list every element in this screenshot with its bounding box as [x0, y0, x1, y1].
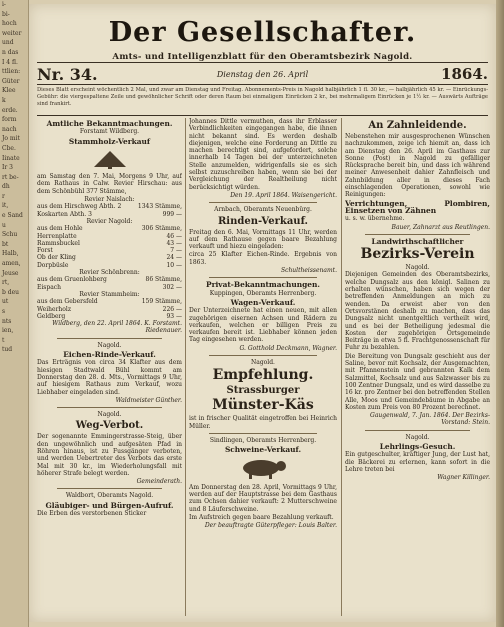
place-line: Kuppingen, Oberamts Herrenberg.: [209, 289, 317, 297]
district-line: Revier Naislach:: [84, 196, 135, 204]
column-divider: [185, 118, 186, 616]
timber-count: 86 Stämme,: [145, 276, 182, 284]
notice-text: Freitag den 6. Mai, Vormittags 11 Uhr, werden auf dem Rathause gegen baare Bezahlung verkauft und hiezu eingeladen:: [189, 228, 337, 251]
pig-icon: [189, 456, 337, 482]
column-2: [189, 118, 337, 616]
binding-text-line: ttlien:: [2, 68, 21, 76]
place-line: Nagold.: [405, 433, 430, 441]
district-line: Revier Nagold:: [86, 217, 133, 225]
binding-text-line: s: [2, 308, 6, 315]
separator: [365, 430, 470, 431]
notice-heading: Eichen-Rinde-Verkauf.: [63, 350, 156, 360]
timber-row: [37, 254, 182, 261]
notice-text: ist in frischer Qualität eingetroffen bei Heinrich Müller.: [189, 415, 337, 430]
place-line: Arnbach, Oberamts Neuenbürg.: [214, 206, 312, 214]
timber-table: [37, 276, 182, 291]
separator: [57, 488, 162, 489]
notice-heading: Weg-Verbot.: [75, 420, 144, 432]
signature: Schultheissenamt.: [280, 267, 337, 275]
binding-text-line: rt,: [2, 279, 10, 287]
binding-text-line: tud: [2, 346, 13, 354]
timber-count: 306 Stämme,: [141, 225, 182, 233]
timber-count: 226 —: [162, 305, 182, 313]
notice-text: Am Donnerstag den 28. April, Vormittags 9 Uhr, werden auf der Hauptstrasse bei dem Gasthaus zum Ochsen dahier verkauft: 2 Mutterschweine und 8 Läuferschweine.: [189, 483, 337, 513]
separator: [209, 355, 317, 356]
timber-row: [37, 313, 182, 320]
timber-count: 10 —: [166, 261, 182, 269]
timber-location: Dorpbüsle: [37, 261, 69, 269]
binding-text-line: i-: [2, 1, 6, 8]
notice-text: Die Bereitung von Dungsalz geschieht aus der Saline, bevor mit Kochsalz, der Ausgemachten, mit Pfannenstein und gebrannten Kalk dem Salzmittel, Kochsalz und aus Salzwasser bis zu 100 Zentner Dungsalz, und es wird dasselbe zu 16 kr. pro Zentner bei den betreffenden Stellen Alle, Moos und Gemeindebäume in Abgabe an Kosten zum Preis von 80 Prozent berechnet.: [345, 352, 490, 411]
timber-row: [37, 233, 182, 240]
notice-text: Ein gutgeschulter, kräftiger Jung, der Lust hat, die Bäckerei zu erlernen, kann sofort in die Lehre treten bei: [345, 451, 490, 473]
timber-location: aus dem Gebersfeld: [37, 298, 98, 306]
signature: Der beauftragte Güterpfleger: Louis Balter.: [204, 522, 337, 530]
notice-text: u. s. w. übernehme.: [345, 215, 405, 223]
timber-row: [37, 247, 182, 254]
timber-row: [37, 276, 182, 283]
binding-text-line: nach: [2, 125, 17, 133]
subscription-terms: Dieses Blatt erscheint wöchentlich 2 Mal, und zwar am Dienstag und Freitag. Abonnements-Preis in Nagold halbjährlich 1 fl. 30 kr., — halbjährlich 45 kr. — Einrückungs-Gebühr: die viergespaltene Zeile und gewöhnlicher Schrift oder deren Raum bei einmaligem Einrücken 2 kr., bei mehrmaligem Einrücken je 1½ kr. — Auswärts Aufträge sind frankirt.: [37, 87, 488, 107]
timber-location: Koskarten Abth. 3: [37, 210, 92, 218]
signature: Den 19. April 1864. Waisengericht.: [230, 191, 337, 199]
column-3: [345, 118, 490, 616]
newspaper-title: Der Gesellschafter.: [108, 17, 417, 48]
separator: [209, 433, 317, 434]
timber-location: Geldberg: [37, 312, 66, 320]
section-heading: Amtliche Bekanntmachungen.: [46, 119, 173, 128]
timber-row: [37, 225, 182, 232]
binding-text-line: dh: [2, 183, 10, 191]
issue-number: Nr. 34.: [37, 65, 98, 84]
newspaper-subtitle: Amts- und Intelligenzblatt für den Oberamtsbezirk Nagold.: [112, 52, 413, 62]
newspaper-page: [29, 4, 496, 622]
binding-text-line: Halb,: [2, 250, 19, 258]
section-heading: Privat-Bekanntmachungen.: [206, 280, 320, 290]
binding-text-line: Güter: [2, 77, 20, 85]
timber-row: [37, 306, 182, 313]
binding-text-line: und: [2, 39, 14, 47]
binding-text-line: form: [2, 116, 17, 124]
place-line: Nagold.: [251, 359, 275, 367]
notice-text: Der sogenannte Emmingerstrasse-Steig, über den ungewöhnlich und aufgesäten Pfad in Röhren hinaus, ist zu Fussgänger verboten, und werden Uebertreter des Verbots das erste Mal mit 30 kr., im Wiederholungsfall mit höherer Strafe belegt werden.: [37, 433, 182, 477]
timber-count: 43 —: [166, 239, 182, 247]
binding-text-line: amen,: [2, 260, 21, 268]
timber-count: 46 —: [166, 232, 182, 240]
timber-table: [37, 298, 182, 320]
binding-text-line: Iinate: [2, 154, 20, 162]
binding-text-line: rt be-: [2, 173, 19, 181]
separator: [209, 277, 317, 278]
binding-text-line: e Sand: [2, 212, 23, 220]
place-line: Nagold.: [97, 411, 122, 419]
notice-subheading: Strassburger: [226, 385, 300, 397]
issue-line: [37, 65, 488, 83]
binding-text-line: Jeuse: [2, 269, 19, 277]
timber-row: [37, 203, 182, 210]
binding-text-line: Jo mit: [2, 135, 20, 143]
timber-count: 159 Stämme,: [141, 298, 182, 306]
binding-text-line: n das: [2, 48, 19, 56]
signature: Gemeinderath.: [136, 478, 182, 486]
notice-text: Der Unterzeichnete hat einen neuen, mit allen zugehörigen eisernen Achsen und Rädern zu verkaufen, welchen er billigen Preis zu verkaufen bereit ist. Liebhaber können jeden Tag eingesehen werden.: [189, 307, 337, 344]
notice-heading: Schweine-Verkauf.: [224, 445, 302, 455]
notice-heading: An Zahnleidende.: [368, 120, 467, 131]
binding-text-line: b deu: [2, 288, 20, 296]
signature: G. Gotthold Deckmann, Wagner.: [239, 344, 337, 352]
notice-text: Die Erben des verstorbenen Sticker: [37, 510, 147, 518]
notice-text: Im Aufstreich gegen baare Bezahlung verkauft.: [189, 513, 334, 521]
separator: [57, 407, 162, 408]
adjacent-page-margin: [0, 0, 29, 627]
timber-count: 93 —: [166, 312, 182, 320]
binding-text-line: r: [2, 192, 5, 200]
binding-text-line: t: [2, 336, 5, 344]
place-line: Sindlingen, Oberamts Herrenberg.: [209, 436, 317, 444]
timber-table: [37, 203, 182, 218]
binding-text-line: nts: [2, 317, 12, 325]
separator: [365, 234, 470, 235]
timber-count: 7 —: [170, 247, 182, 255]
timber-row: [37, 284, 182, 291]
notice-text: am Samstag den 7. Mai, Morgens 9 Uhr, auf dem Rathaus in Calw. Revier Hirschau: aus dem Schönbühl 377 Stämme,: [37, 173, 182, 195]
column-divider: [341, 118, 342, 616]
masthead: [29, 18, 496, 62]
timber-location: aus dem Hohle: [37, 225, 83, 233]
binding-text-line: Klee: [2, 87, 16, 95]
notice-text: Verrichtungen, Plombiren, Einsetzen von Zähnen: [345, 198, 490, 215]
notice-heading: Münster-Käs: [212, 397, 314, 414]
terms-rule: [37, 115, 488, 116]
signature: Gaugenwald, 7. Jan. 1864. Der Bezirks-Vorstand: Stein.: [370, 412, 490, 427]
binding-text-line: weiter: [2, 29, 22, 37]
district-line: Revier Schönbrenn:: [79, 269, 140, 277]
binding-text-line: u: [2, 221, 6, 229]
notice-heading: Bezirks-Verein: [360, 246, 475, 263]
timber-table: [37, 225, 182, 269]
timber-location: Rammsbuckel: [37, 239, 80, 247]
place-line: Forstamt Wildberg.: [79, 128, 140, 136]
place-line: Nagold.: [405, 264, 430, 272]
top-rule: [37, 62, 488, 63]
notice-heading: Rinden-Verkauf.: [217, 215, 308, 227]
separator: [57, 338, 162, 339]
issue-date: Dienstag den 26. April: [216, 70, 309, 79]
notice-heading: Gläubiger- und Bürgen-Aufruf.: [45, 500, 174, 510]
notice-text: Nebenstehen mir ausgesprochenen Wünschen nachzukommen, zeige ich hiemit an, dass ich am Dienstag den 26. April im Gasthaus zur Sonne (Post) in Nagold zu gefälliger Rücksprache bereit bin, und dass ich während meiner Anwesenheit dahier Zahnfleisch und Zahnbildung aller in dieses Fach einschlagenden Operationen, sowohl wie Reinigungen:: [345, 133, 490, 199]
column-1: [37, 118, 182, 616]
issue-rule: [37, 84, 488, 85]
timber-count: 999 —: [162, 210, 182, 218]
binding-text-line: Schu: [2, 231, 18, 239]
timber-count: 302 —: [162, 283, 182, 291]
timber-location: Eispach: [37, 283, 62, 291]
binding-text-line: k: [2, 96, 6, 104]
timber-location: Forst: [37, 247, 53, 255]
notice-text: Das Erträgnis von circa 34 Klafter aus dem hiesigen Stadtwald Bühl kommt am Donnerstag den 28. d. Mts., Vormittags 9 Uhr, auf hiesigem Rathaus zum Verkauf, wozu Liebhaber eingeladen sind.: [37, 359, 182, 396]
binding-text-line: hoch: [2, 20, 17, 28]
separator: [209, 202, 317, 203]
binding-text-line: erde.: [2, 106, 18, 114]
binding-text-line: Ir 3: [2, 164, 13, 172]
timber-count: 24 —: [166, 254, 182, 262]
notice-text: Johannes Dittle vermuthen, dass ihr Erblasser Verbindlichkeiten eingegangen habe, die ihnen nicht bekannt sind. Es werden deshalb diejenigen, welche eine Forderung an Dittle zu machen berechtigt sind, aufgefordert, solche innerhalb 14 Tagen bei der unterzeichneten Stelle anzumelden, widrigenfalls sie es sich selbst zuzuschreiben haben, wenn sie bei der Vergleichung der Realtheilung nicht berücksichtigt würden.: [189, 118, 337, 191]
notice-text: circa 25 Klafter Eichen-Rinde. Ergebnis von 1863.: [189, 251, 337, 266]
place-line: Waldbort, Oberamts Nagold.: [65, 492, 154, 500]
signature: Bauer, Zahnarzt aus Reutlingen.: [391, 223, 490, 231]
binding-text-line: Cbe.: [2, 144, 16, 152]
binding-text-line: bi-: [2, 10, 10, 18]
notice-heading: Lehrlings-Gesuch.: [379, 441, 456, 451]
binding-text-line: ut: [2, 298, 9, 306]
timber-row: [37, 298, 182, 305]
issue-year: 1864.: [441, 65, 488, 83]
timber-row: [37, 240, 182, 247]
timber-row: [37, 211, 182, 218]
volume-edge: [496, 0, 504, 627]
timber-location: Herrenplatte: [37, 232, 77, 240]
tree-icon: [37, 147, 182, 171]
notice-text: Diejenigen Gemeinden des Oberamtsbezirks, welche Dungsalz aus den königl. Salinen zu erhalten wünschen, haben sich wegen der betreffenden Anmeldungen an mich zu wenden. Da erweist aber von den Ortsvorstänen deshalb zu machen, dass das Dungsalz nicht unentgeltlich vertheilt wird, und es bei der Betheiligung jedesmal die Kosten der zugehörigen Ortsgemeinde Beiträge in etwa 5 fl. Frachtgenossenschaft für Fuhr zu bezahlen.: [345, 271, 490, 352]
timber-row: [37, 262, 182, 269]
timber-location: Weiherholz: [37, 305, 71, 313]
signature: Waldmeister Günther.: [115, 396, 182, 404]
signature: Wagner Killinger.: [437, 474, 490, 482]
timber-location: Ob der Kling: [37, 254, 76, 262]
district-line: Revier Stammheim:: [79, 290, 140, 298]
notice-heading: Wagen-Verkauf.: [230, 297, 296, 307]
signature: Wildberg, den 22. April 1864. K. Forstamt. Riedenauer.: [52, 320, 182, 335]
timber-location: aus dem Gruenlohberg: [37, 276, 107, 284]
binding-text-line: ien,: [2, 327, 14, 335]
timber-location: aus dem Hirschweg Abth. 2: [37, 203, 122, 211]
timber-count: 1343 Stämme,: [137, 203, 182, 211]
place-line: Nagold.: [97, 341, 122, 349]
binding-text-line: it,: [2, 202, 9, 210]
notice-subheading: Landwirthschaftlicher: [371, 236, 464, 246]
binding-text-line: bt: [2, 240, 9, 248]
binding-text-line: I 4 fl.: [2, 58, 18, 66]
notice-heading: Stammholz-Verkauf: [68, 136, 151, 146]
notice-heading: Empfehlung.: [212, 367, 314, 384]
